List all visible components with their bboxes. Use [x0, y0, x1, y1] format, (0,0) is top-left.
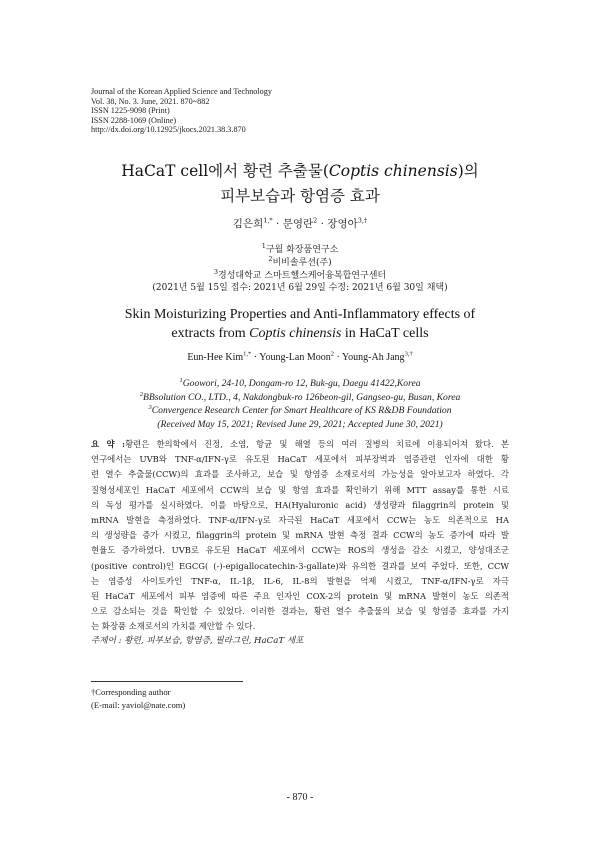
- affil-mark: 2: [139, 390, 143, 398]
- author-name: 김은희: [232, 218, 264, 230]
- abstract-line: 련 열수 추출물(CCW)의 효과를 조사하고, 보습 및 항염증 소재로서의 가능성을 알아보고자 하였다. 각: [91, 469, 509, 480]
- author-name: Young-Lan Moon: [259, 352, 331, 363]
- title-text: )의: [457, 162, 479, 180]
- author-name: 장영아: [327, 218, 358, 230]
- affiliation: [0, 377, 600, 391]
- journal-name: Journal of the Korean Applied Science and Technology: [91, 87, 272, 96]
- author-affil-mark: 3,†: [404, 350, 413, 358]
- affil-text: Convergence Research Center for Smart Healthcare of KS R&DB Foundation: [151, 405, 452, 416]
- affil-text: BBsolution CO., LTD., 4, Nakdongbuk-ro 126beon-gil, Gangseo-gu, Busan, Korea: [142, 391, 461, 403]
- author-affil-mark: 3,†: [357, 216, 368, 225]
- affil-text: 경성대학교 스마트헬스케어융복합연구센터: [218, 270, 387, 281]
- title-species: Coptis chinensis: [328, 162, 458, 180]
- abstract-line: 의 생성량을 증가 시켰고, filaggrin의 protein 및 mRNA 발현 측정 결과 CCW의 농도 증가에 따라 발: [91, 530, 509, 541]
- author-name: 문영란: [282, 218, 314, 230]
- footnote-divider: [91, 681, 243, 682]
- author-affil-mark: 2: [330, 350, 334, 358]
- author-affil-mark: 1,*: [263, 216, 273, 225]
- english-affiliations: [0, 377, 600, 431]
- english-title-line2: [0, 326, 600, 342]
- korean-authors: [0, 216, 600, 231]
- abstract-line: 연구에서는 UVB와 TNF-α/IFN-γ로 유도된 HaCaT 세포에서 피부장벽과 염증관련 인자에 대한 황: [91, 454, 509, 465]
- affil-mark: 1: [261, 242, 266, 250]
- korean-dates: (2021년 5월 15일 접수: 2021년 6월 29일 수정: 2021년 6월 30일 채택): [152, 283, 448, 294]
- page-number: - 870 -: [286, 792, 314, 803]
- affiliation: [0, 391, 600, 405]
- affil-mark: 3: [213, 267, 219, 276]
- abstract-line: 는 염증성 사이토카인 TNF-α, IL-1β, IL-6, IL-8의 발현을 억제 시켰고, TNF-α/IFN-γ로 자극: [91, 575, 509, 586]
- footnote: [91, 686, 185, 711]
- author-email: (E-mail: yaviol@nate.com): [91, 699, 186, 710]
- abstract: [91, 437, 509, 635]
- title-text: in HaCaT cells: [341, 326, 429, 341]
- journal-header: [91, 87, 272, 135]
- affil-mark: 2: [268, 254, 273, 263]
- affiliation: [0, 267, 600, 283]
- author-separator: ·: [251, 352, 260, 363]
- author-name: Eun-Hee Kim: [187, 352, 244, 363]
- affiliation: [0, 244, 600, 257]
- journal-issn-print: ISSN 1225-9098 (Print): [91, 106, 170, 116]
- author-name: Young-Ah Jang: [341, 352, 405, 363]
- korean-affiliations: [0, 244, 600, 295]
- affil-mark: 3: [148, 403, 152, 411]
- affiliation: [0, 404, 600, 418]
- abstract-line: 는 화장품 소재로서의 가치를 제안할 수 있다.: [91, 621, 256, 632]
- title-text: extracts from: [171, 326, 250, 341]
- abstract-line: 질형성세포인 HaCaT 세포에서 CCW의 보습 및 항염 효과를 확인하기 위해 MTT assay를 통한 시료: [91, 484, 509, 495]
- abstract-line: [91, 437, 509, 452]
- abstract-line: 된 HaCaT 세포에서 피부 염증에 따른 주요 인자인 COX-2의 protein 및 mRNA 발현이 농도 의존적: [91, 591, 509, 602]
- journal-volume: Vol. 38, No. 3. June, 2021. 870~882: [91, 96, 210, 106]
- title-text: HaCaT cell에서 황련 추출물(: [121, 162, 329, 180]
- english-dates: (Received May 15, 2021; Revised June 29, 2021; Accepted June 30, 2021): [157, 418, 443, 430]
- affil-text: 비비솔루션(주): [272, 257, 332, 268]
- abstract-line: 으로 감소되는 것을 확인할 수 있었다. 이러한 결과는, 황련 열수 추출물의 보습 및 항염증 효과를 가지: [91, 606, 509, 617]
- abstract-line: 의 독성 평가를 실시하였다. 이를 바탕으로, HA(Hyaluronic acid) 생성량과 filaggrin의 protein 및: [91, 499, 509, 510]
- journal-doi: http://dx.doi.org/10.12925/jkocs.2021.38.3.870: [91, 125, 246, 135]
- author-affil-mark: 1,*: [243, 350, 252, 358]
- affil-mark: 1: [179, 376, 183, 384]
- author-separator: ·: [317, 218, 328, 230]
- abstract-line: 현율도 증가하였다. UVB로 유도된 HaCaT 세포에서 CCW는 ROS의 생성을 감소 시켰고, 양성대조군: [91, 545, 509, 556]
- corresponding-author: †Corresponding author: [91, 687, 171, 697]
- affiliation: [0, 254, 600, 270]
- abstract-heading: 요 약 :: [91, 439, 126, 449]
- title-species: Coptis chinensis: [249, 326, 342, 341]
- abstract-text: 황련은 한의학에서 진정, 소염, 항균 및 해열 등의 여러 질병의 치료에 이용되어져 왔다. 본: [125, 439, 509, 449]
- korean-title-line1: [0, 159, 600, 181]
- journal-issn-online: ISSN 2288-1069 (Online): [91, 115, 177, 125]
- english-authors: [0, 352, 600, 363]
- author-separator: ·: [272, 218, 283, 230]
- abstract-line: mRNA 발현을 측정하였다. TNF-α/IFN-γ로 자극된 HaCaT 세포에서 CCW는 농도 의존적으로 HA: [91, 515, 509, 526]
- abstract-line: (positive control)인 EGCG( (-)-epigallocatechin-3-gallate)와 유의한 결과를 보여 주었다. 또한, CCW: [91, 560, 509, 571]
- affil-text: 구월 화장품연구소: [265, 245, 339, 255]
- author-affil-mark: 2: [313, 216, 318, 225]
- korean-title-line2: 피부보습과 항염증 효과: [220, 187, 380, 205]
- author-separator: ·: [333, 352, 342, 363]
- affil-text: Goowori, 24-10, Dongam-ro 12, Buk-gu, Daegu 41422,Korea: [182, 378, 421, 389]
- keywords: 주제어 : 황련, 피부보습, 항염증, 필라그린, HaCaT 세포: [91, 636, 304, 646]
- english-title-line1: Skin Moisturizing Properties and Anti-Inflammatory effects of: [124, 307, 476, 322]
